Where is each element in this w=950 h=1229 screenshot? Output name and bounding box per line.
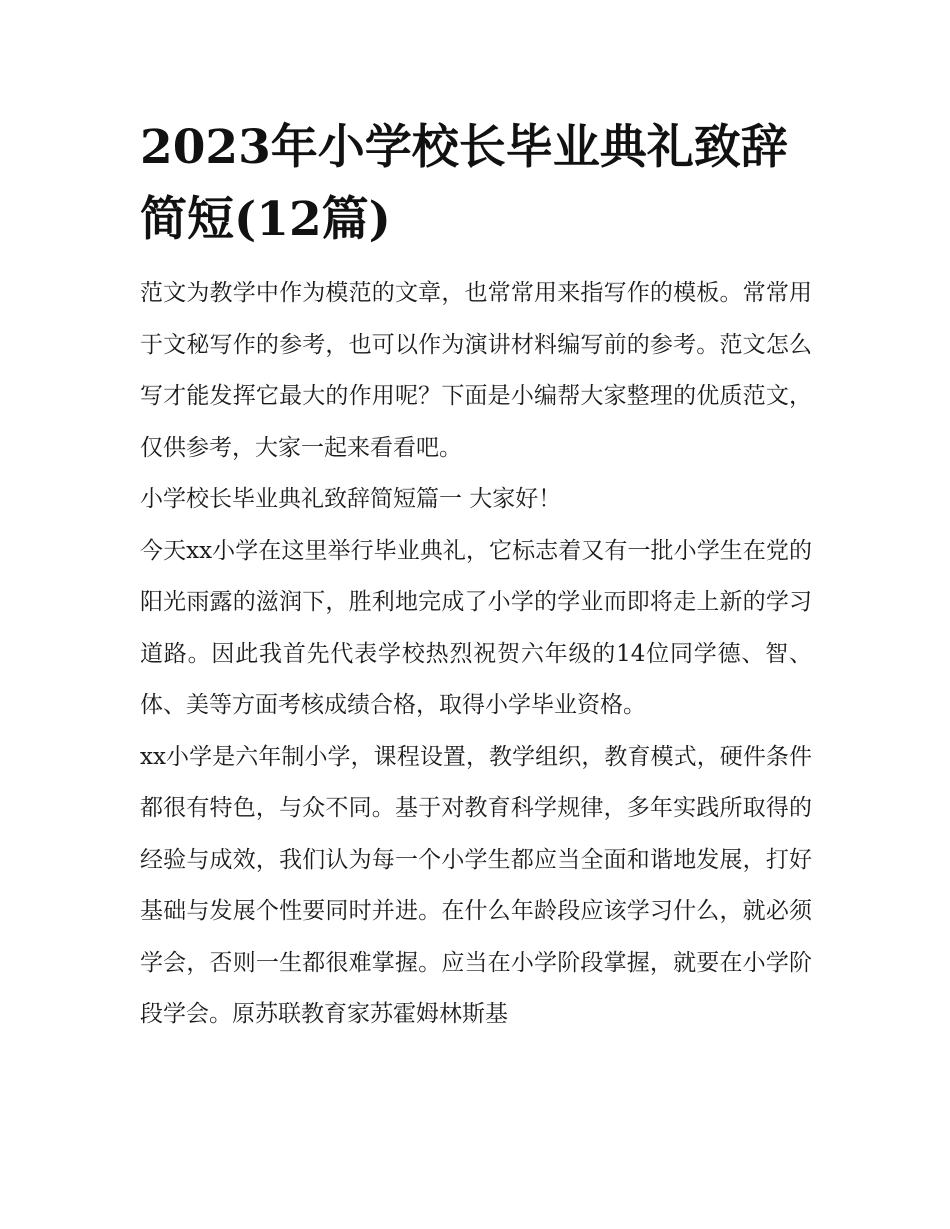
paragraph-intro: 范文为教学中作为模范的文章，也常常用来指写作的模板。常常用于文秘写作的参考，也可以作为演讲材料编写前的参考。范文怎么写才能发挥它最大的作用呢？下面是小编帮大家整理的优质范文，仅供参考，大家一起来看看吧。 — [140, 280, 812, 461]
document-content — [140, 112, 812, 1041]
paragraph-school-description: xx小学是六年制小学，课程设置，教学组织，教育模式，硬件条件都很有特色，与众不同。基于对教育科学规律，多年实践所取得的经验与成效，我们认为每一个小学生都应当全面和谐地发展，打好基础与发展个性要同时并进。在什么年龄段应该学习什么，就必须学会，否则一生都很难掌握。应当在小学阶段掌握，就要在小学阶段学会。原苏联教育家苏霍姆林斯基 — [140, 743, 812, 1027]
paragraph-section-heading: 小学校长毕业典礼致辞简短篇一 大家好！ — [140, 486, 562, 512]
document-body — [140, 268, 812, 1041]
document-title: 2023年小学校长毕业典礼致辞简短(12篇) — [140, 120, 788, 247]
paragraph-graduation: 今天xx小学在这里举行毕业典礼，它标志着又有一批小学生在党的阳光雨露的滋润下，胜利地完成了小学的学业而即将走上新的学习道路。因此我首先代表学校热烈祝贺六年级的14位同学德、智、体、美等方面考核成绩合格，取得小学毕业资格。 — [140, 537, 812, 718]
